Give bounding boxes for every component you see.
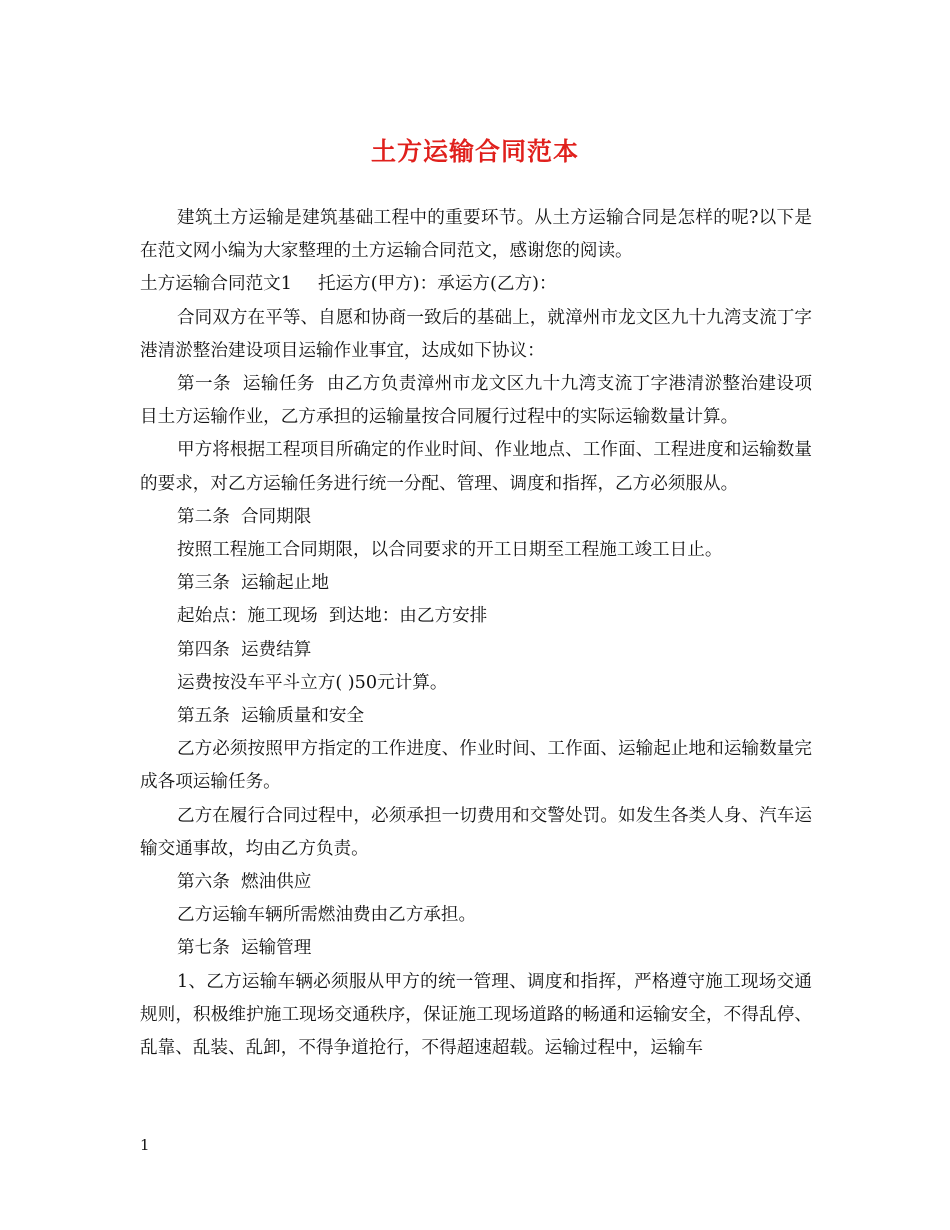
paragraph: 按照工程施工合同期限，以合同要求的开工日期至工程施工竣工日止。 (177, 540, 723, 561)
paragraph: 乙方运输车辆所需燃油费由乙方承担。 (177, 905, 477, 926)
paragraph: 起始点：施工现场 到达地：由乙方安排 (177, 606, 488, 627)
parties-line: 托运方(甲方)：承运方(乙方)： (317, 274, 557, 295)
paragraph: 乙方在履行合同过程中，必须承担一切费用和交警处罚。如发生各类人身、汽车运输交通事故，均由乙方负责。 (140, 805, 812, 859)
page-title: 土方运输合同范本 (370, 137, 579, 166)
paragraph: 建筑土方运输是建筑基础工程中的重要环节。从土方运输合同是怎样的呢?以下是在范文网小编为大家整理的土方运输合同范文，感谢您的阅读。 (140, 208, 812, 262)
article-heading: 第二条 合同期限 (177, 506, 312, 527)
page-number: 1 (140, 1136, 150, 1154)
contract-subtitle: 土方运输合同范文1 (140, 274, 292, 295)
paragraph: 第一条 运输任务 由乙方负责漳州市龙文区九十九湾支流丁字港清淤整治建设项目土方运输作业，乙方承担的运输量按合同履行过程中的实际运输数量计算。 (140, 374, 812, 428)
article-heading: 第三条 运输起止地 (177, 573, 329, 594)
article-heading: 第七条 运输管理 (177, 938, 312, 959)
paragraph: 合同双方在平等、自愿和协商一致后的基础上，就漳州市龙文区九十九湾支流丁字港清淤整治建设项目运输作业事宜，达成如下协议： (140, 307, 812, 361)
paragraph: 甲方将根据工程项目所确定的作业时间、作业地点、工作面、工程进度和运输数量的要求，对乙方运输任务进行统一分配、管理、调度和指挥，乙方必须服从。 (140, 440, 812, 494)
paragraph: 运费按没车平斗立方( )50元计算。 (177, 672, 448, 693)
article-heading: 第四条 运费结算 (177, 639, 312, 660)
document-body (140, 202, 812, 1065)
paragraph: 1、乙方运输车辆必须服从甲方的统一管理、调度和指挥，严格遵守施工现场交通规则，积极维护施工现场交通秩序，保证施工现场道路的畅通和运输安全，不得乱停、乱靠、乱装、乱卸，不得争道抢行，不得超速超载。运输过程中，运输车 (140, 971, 812, 1059)
article-heading: 第五条 运输质量和安全 (177, 706, 365, 727)
contract-heading-line (140, 268, 812, 301)
article-heading: 第六条 燃油供应 (177, 872, 312, 893)
paragraph: 乙方必须按照甲方指定的工作进度、作业时间、工作面、运输起止地和运输数量完成各项运输任务。 (140, 739, 812, 793)
